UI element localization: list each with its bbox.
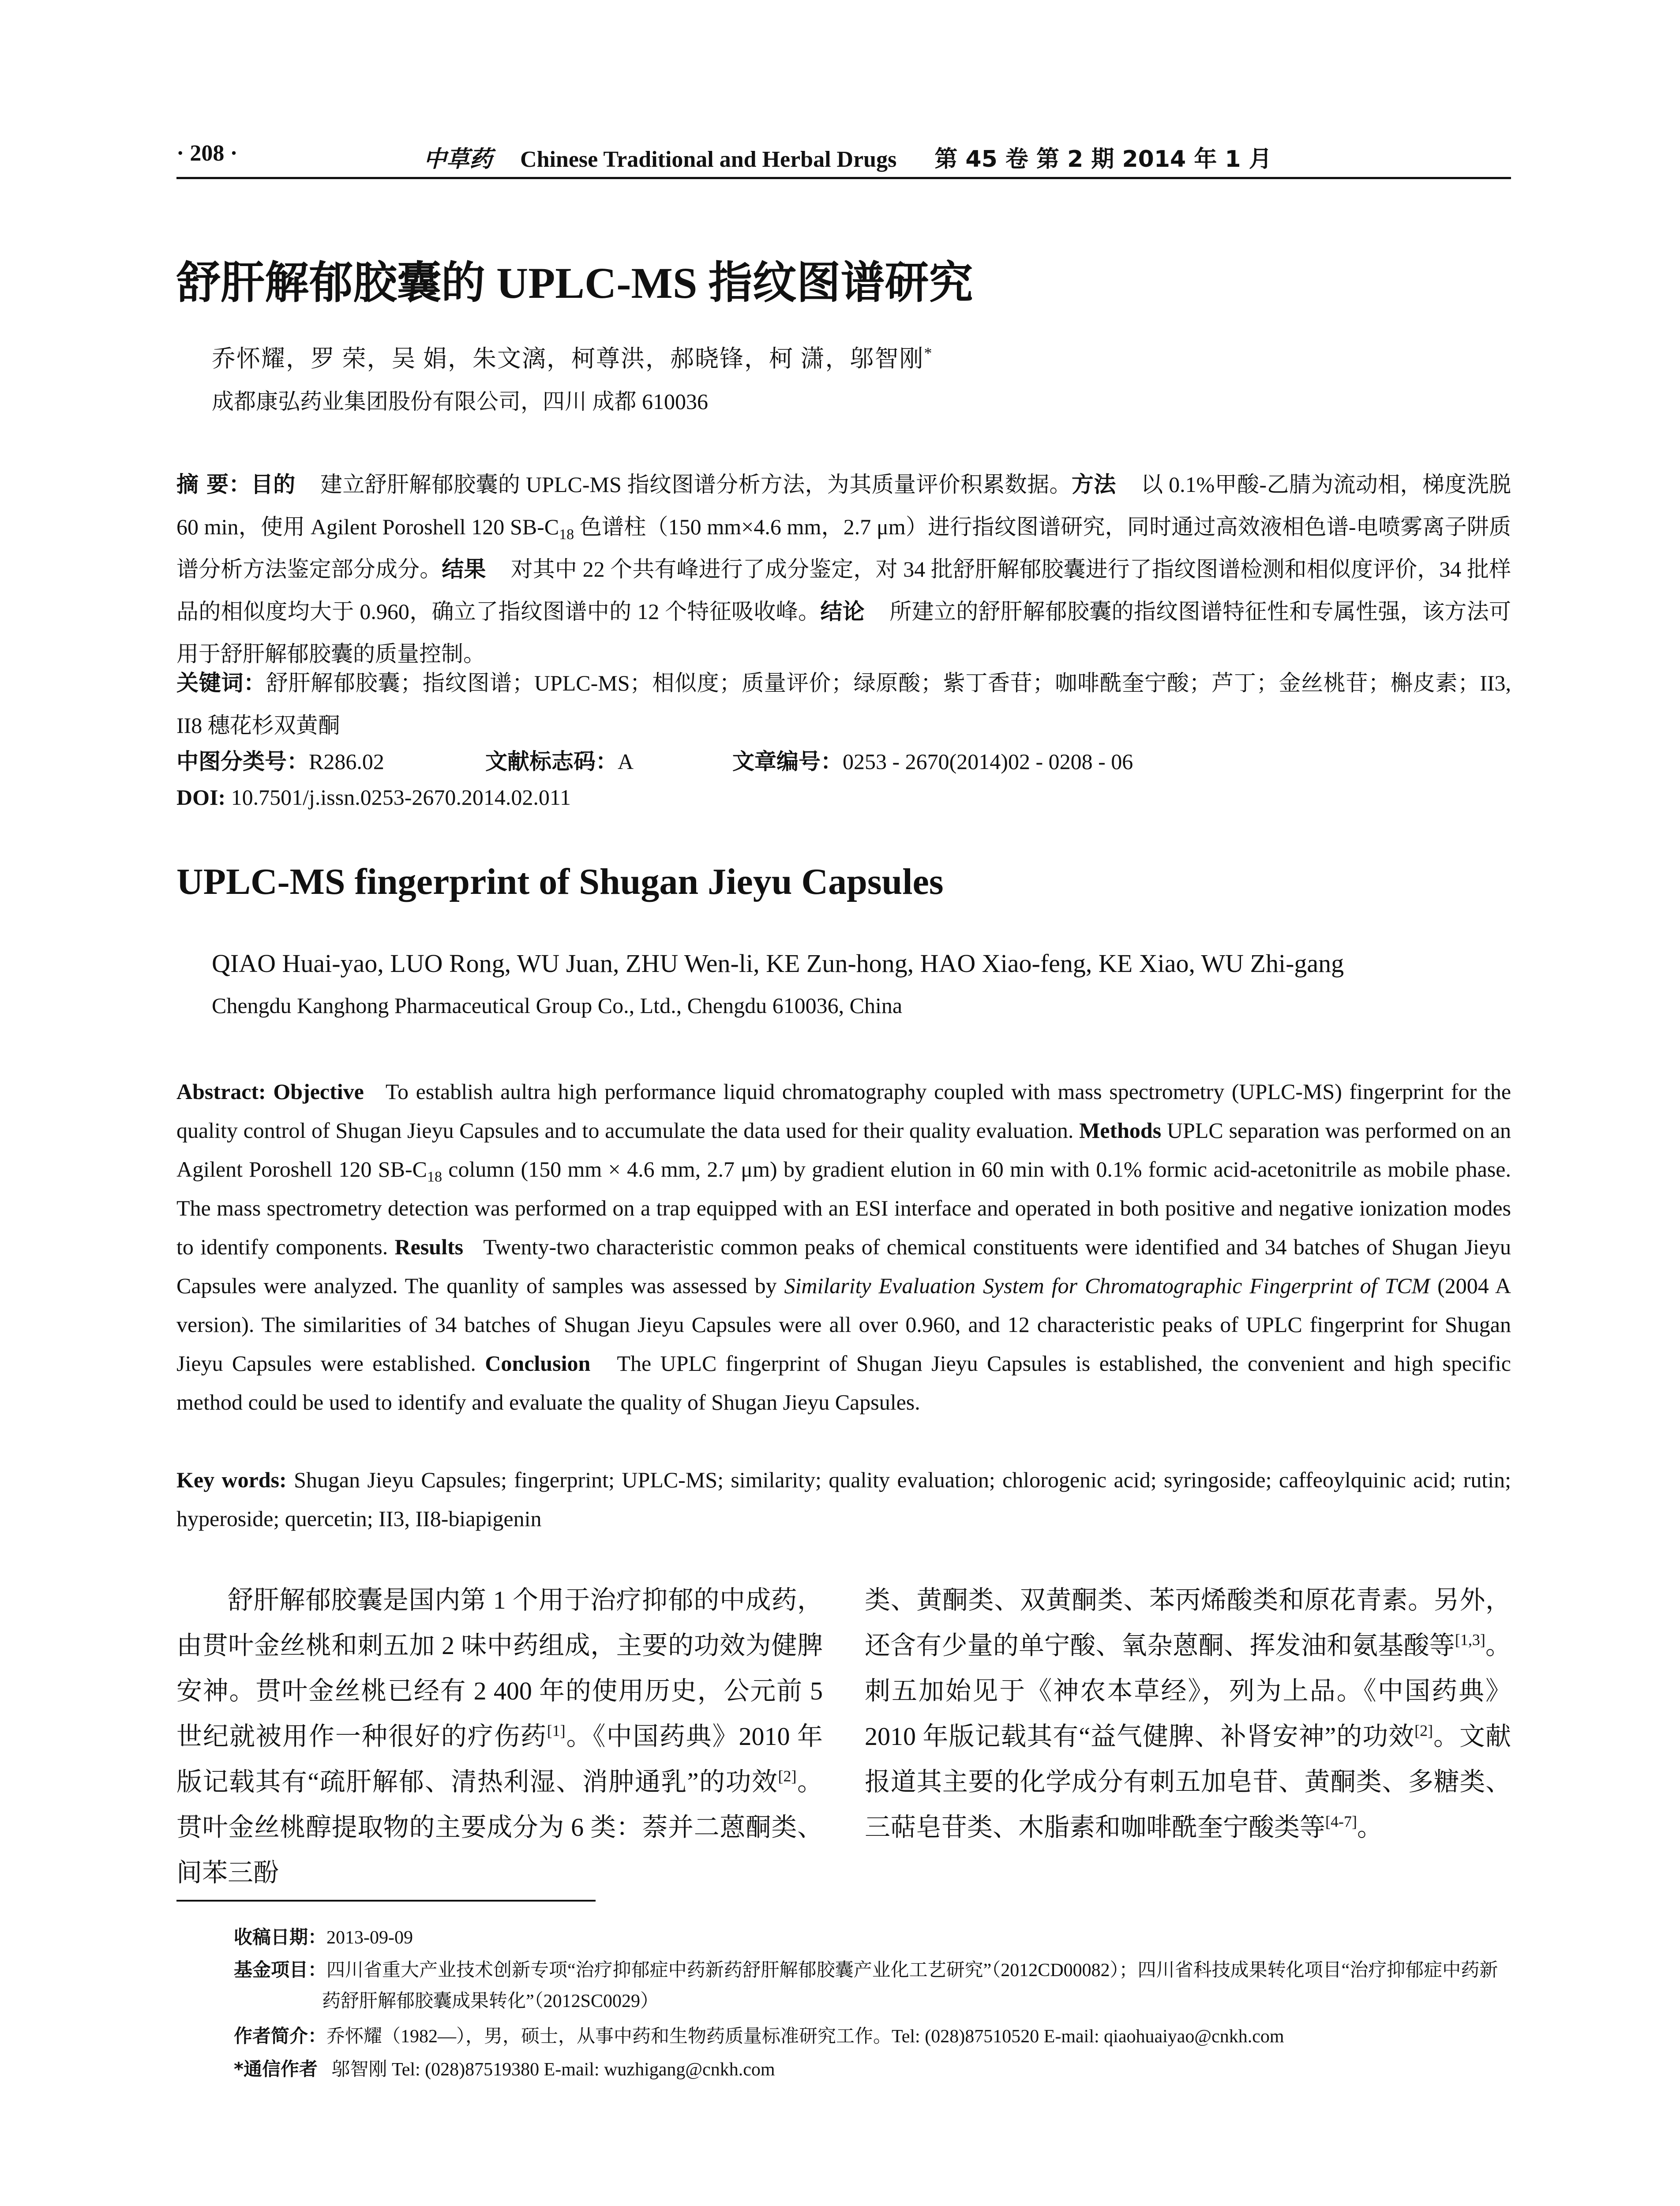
affiliation-chinese: 成都康弘药业集团股份有限公司，四川 成都 610036 xyxy=(212,389,708,414)
methods-cn-text-a: 以 0.1%甲酸-乙腈为流动相，梯度洗脱 60 min，使用 Agilent Poroshell 120 SB-C xyxy=(176,472,1511,539)
methods-cn-text-b: 色谱柱（150 mm×4.6 mm，2.7 μm）进行指纹图谱研究，同时通过高效液相色谱-电喷雾离子阱质谱分析方法鉴定部分成分。 xyxy=(176,514,1511,582)
citation-ref: [1,3] xyxy=(1455,1631,1485,1649)
methods-en-text-b: column (150 mm × 4.6 mm, 2.7 μm) by gradient elution in 60 min with 0.1% formic acid-acetonitrile as mobile phase. The mass spectrometry detection was performed on a trap equipped with an ESI interface and operated in both positive and negative ionization modes to identify components. xyxy=(176,1157,1511,1259)
footnote-rule xyxy=(176,1900,596,1902)
body-left-text-3: 。贯叶金丝桃醇提取物的主要成分为 6 类：萘并二蒽酮类、间苯三酚 xyxy=(176,1767,823,1887)
journal-name-en: Chinese Traditional and Herbal Drugs xyxy=(520,147,897,172)
methods-en-label: Methods xyxy=(1079,1118,1162,1143)
doc-code-group xyxy=(485,744,732,776)
doi-line xyxy=(176,784,571,810)
results-en-text-a: Twenty-two characteristic common peaks of chemical constituents were identified and 34 batches of Shugan Jieyu Capsules were analyzed. The quanlity of samples was assessed by xyxy=(176,1234,1511,1298)
abstract-en-label: Abstract: xyxy=(176,1079,266,1104)
objective-cn-text: 建立舒肝解郁胶囊的 UPLC-MS 指纹图谱分析方法，为其质量评价积累数据。 xyxy=(320,472,1072,497)
body-right-text-4: 。 xyxy=(1357,1813,1383,1842)
objective-en-text: To establish aultra high performance liquid chromatography coupled with mass spectrometry (UPLC-MS) fingerprint for the quality control of Shugan Jieyu Capsules and to accumulate the data used for their quality evaluation. xyxy=(176,1079,1511,1143)
author-bio-text: 乔怀耀（1982—），男，硕士，从事中药和生物药质量标准研究工作。Tel: (028)87510520 E-mail: qiaohuaiyao@cnkh.com xyxy=(326,2026,1284,2047)
footnote-received xyxy=(234,1922,1511,1953)
objective-en-label: Objective xyxy=(273,1079,364,1104)
keywords-chinese xyxy=(176,662,1511,747)
article-no-group xyxy=(732,744,1133,776)
results-en-text-b: (2004 A version). The similarities of 34 batches of Shugan Jieyu Capsules were all over 0.960, and 12 characteristic peaks of UPLC fingerprint for Shugan Jieyu Capsules were established. xyxy=(176,1273,1511,1376)
doi-value: 10.7501/j.issn.0253-2670.2014.02.011 xyxy=(231,785,571,810)
citation-ref: [1] xyxy=(547,1722,566,1740)
body-right-text-1: 类、黄酮类、双黄酮类、苯丙烯酸类和原花青素。另外，还含有少量的单宁酸、氧杂蒽酮、挥发油和氨基酸等 xyxy=(865,1586,1511,1660)
conclusion-en-label: Conclusion xyxy=(485,1351,591,1376)
issue-info: 第 45 卷 第 2 期 2014 年 1 月 xyxy=(934,146,1272,173)
running-header xyxy=(176,140,1511,176)
citation-ref: [2] xyxy=(1414,1722,1433,1740)
abstract-chinese xyxy=(176,463,1511,675)
abstract-cn-label: 摘 要： xyxy=(176,472,251,497)
keywords-cn-text: 舒肝解郁胶囊；指纹图谱；UPLC-MS；相似度；质量评价；绿原酸；紫丁香苷；咖啡酰奎宁酸；芦丁；金丝桃苷；槲皮素；II3, II8 穗花杉双黄酮 xyxy=(176,671,1511,738)
methods-cn-sub: 18 xyxy=(559,526,574,543)
page-number: · 208 · xyxy=(176,141,238,166)
author-bio-label: 作者简介： xyxy=(234,2025,327,2047)
citation-ref: [2] xyxy=(778,1767,797,1785)
authors-english: QIAO Huai-yao, LUO Rong, WU Juan, ZHU Wen-li, KE Zun-hong, HAO Xiao-feng, KE Xiao, WU Zhi-gang xyxy=(212,949,1344,978)
authors-chinese-list: 乔怀耀，罗 荣，吴 娟，朱文漓，柯尊洪，郝晓锋，柯 潇，邬智刚 xyxy=(212,345,924,372)
clc-label: 中图分类号： xyxy=(176,749,309,774)
keywords-english xyxy=(176,1460,1511,1538)
conclusion-cn-text: 所建立的舒肝解郁胶囊的指纹图谱特征性和专属性强，该方法可用于舒肝解郁胶囊的质量控制。 xyxy=(176,599,1511,666)
header-rule xyxy=(176,177,1511,179)
authors-chinese xyxy=(212,340,933,374)
citation-ref: [4-7] xyxy=(1325,1812,1357,1831)
conclusion-cn-label: 结论 xyxy=(820,599,865,624)
keywords-en-text: Shugan Jieyu Capsules; fingerprint; UPLC-MS; similarity; quality evaluation; chlorogenic acid; syringoside; caffeoylquinic acid; rutin; hyperoside; quercetin; II3, II8-biapigenin xyxy=(176,1467,1511,1531)
received-label: 收稿日期： xyxy=(234,1926,327,1948)
affiliation-english: Chengdu Kanghong Pharmaceutical Group Co., Ltd., Chengdu 610036, China xyxy=(212,993,903,1018)
objective-cn-label: 目的 xyxy=(251,472,296,497)
results-en-label: Results xyxy=(394,1234,464,1259)
keywords-cn-label: 关键词： xyxy=(176,670,266,696)
methods-en-text-a: UPLC separation was performed on an Agilent Poroshell 120 SB-C xyxy=(176,1118,1511,1182)
received-date: 2013-09-09 xyxy=(326,1928,413,1948)
fund-label: 基金项目： xyxy=(234,1959,327,1981)
results-cn-text: 对其中 22 个共有峰进行了成分鉴定，对 34 批舒肝解郁胶囊进行了指纹图谱检测和相似度评价，34 批样品的相似度均大于 0.960，确立了指纹图谱中的 12 个特征吸收峰。 xyxy=(176,557,1511,624)
doi-label: DOI: xyxy=(176,785,226,810)
body-left-text-1: 舒肝解郁胶囊是国内第 1 个用于治疗抑郁的中成药，由贯叶金丝桃和刺五加 2 味中药组成，主要的功效为健脾安神。贯叶金丝桃已经有 2 400 年的使用历史，公元前 5 世纪就被用作一种很好的疗伤药 xyxy=(176,1586,823,1751)
footnote-corresponding xyxy=(234,2054,1511,2085)
body-left-text-2: 。《中国药典》2010 年版记载其有“疏肝解郁、清热利湿、消肿通乳”的功效 xyxy=(176,1722,823,1796)
keywords-en-label: Key words: xyxy=(176,1467,287,1492)
body-right-text-3: 。文献报道其主要的化学成分有刺五加皂苷、黄酮类、多糖类、三萜皂苷类、木脂素和咖啡酰奎宁酸类等 xyxy=(865,1722,1511,1842)
clc-group xyxy=(176,744,485,776)
corresponding-mark: * xyxy=(924,344,933,362)
corresponding-label: *通信作者 xyxy=(234,2058,318,2080)
conclusion-en-text: The UPLC fingerprint of Shugan Jieyu Capsules is established, the convenient and high specific method could be used to identify and evaluate the quality of Shugan Jieyu Capsules. xyxy=(176,1351,1511,1414)
methods-en-sub: 18 xyxy=(427,1169,442,1185)
footnote-fund xyxy=(234,1955,1511,2017)
title-english: UPLC-MS fingerprint of Shugan Jieyu Capsules xyxy=(176,861,944,902)
article-no-value: 0253 - 2670(2014)02 - 0208 - 06 xyxy=(843,749,1133,774)
clc-value: R286.02 xyxy=(309,749,384,774)
title-chinese: 舒肝解郁胶囊的 UPLC-MS 指纹图谱研究 xyxy=(176,259,973,308)
doc-code-label: 文献标志码： xyxy=(485,749,618,774)
body-column-right xyxy=(865,1577,1511,1850)
journal-title xyxy=(424,140,1272,173)
methods-cn-label: 方法 xyxy=(1071,472,1116,497)
doc-code-value: A xyxy=(618,749,634,774)
fund-text: 四川省重大产业技术创新专项“治疗抑郁症中药新药舒肝解郁胶囊产业化工艺研究”（2012CD00082）；四川省科技成果转化项目“治疗抑郁症中药新药舒肝解郁胶囊成果转化”（2012SC0029） xyxy=(322,1960,1498,2011)
footnote-author xyxy=(234,2021,1511,2052)
results-en-italic: Similarity Evaluation System for Chromatographic Fingerprint of TCM xyxy=(784,1273,1430,1298)
journal-logo-cn: 中草药 xyxy=(424,146,493,173)
abstract-english xyxy=(176,1072,1511,1422)
body-column-left xyxy=(176,1577,823,1895)
classification-line xyxy=(176,744,1133,776)
body-right-text-2: 。刺五加始见于《神农本草经》，列为上品。《中国药典》2010 年版记载其有“益气健脾、补肾安神”的功效 xyxy=(865,1631,1511,1751)
results-cn-label: 结果 xyxy=(442,556,486,582)
corresponding-text: 邬智刚 Tel: (028)87519380 E-mail: wuzhigang@cnkh.com xyxy=(331,2060,775,2080)
article-no-label: 文章编号： xyxy=(732,749,843,774)
